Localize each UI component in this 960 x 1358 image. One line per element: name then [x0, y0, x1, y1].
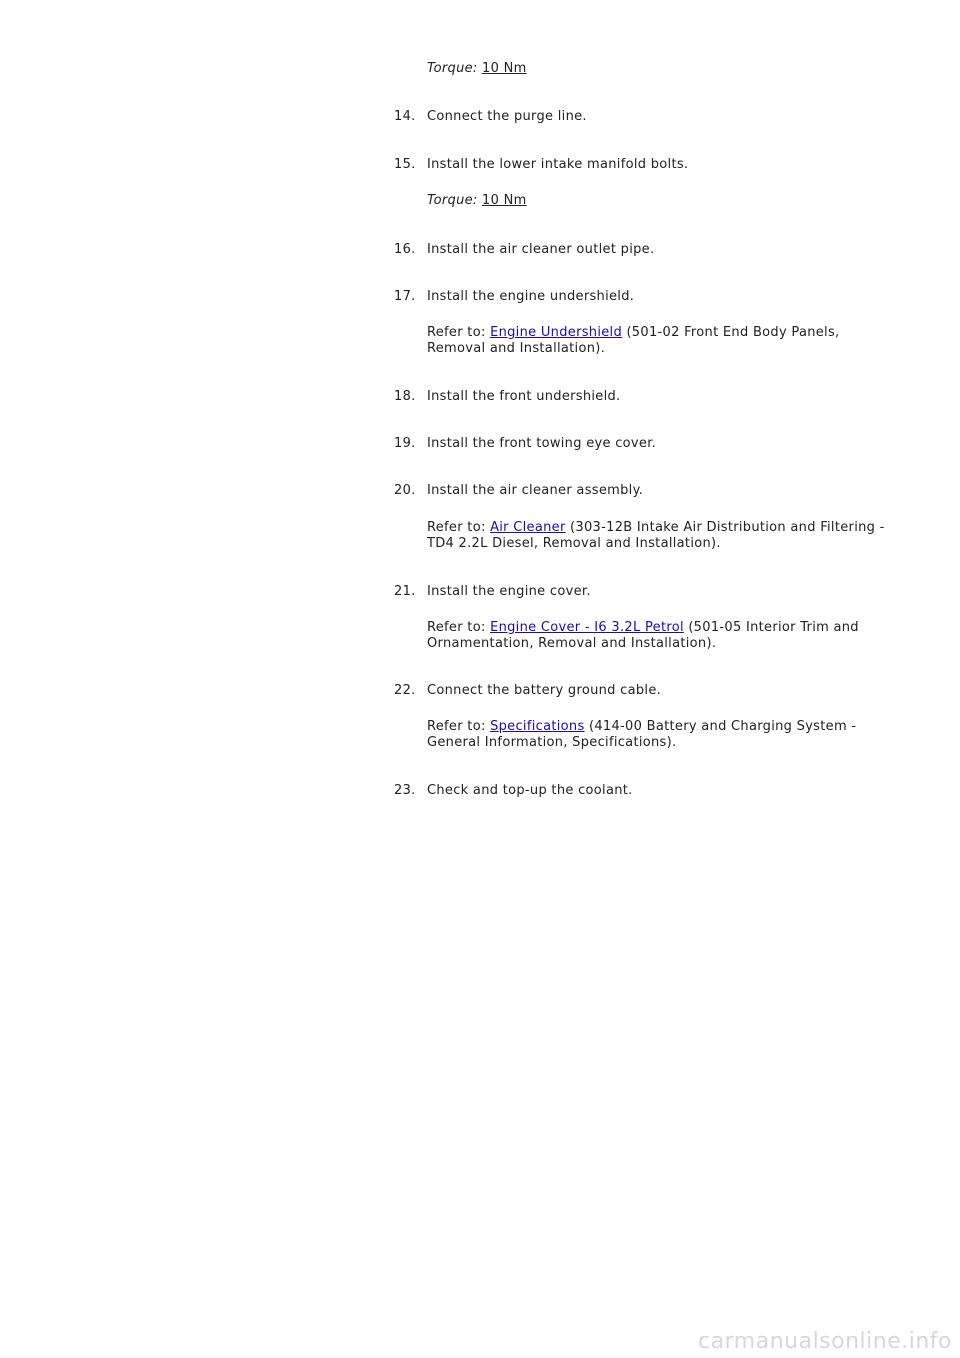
refer-label: Refer to:	[427, 325, 486, 340]
step-text: Install the front towing eye cover.	[427, 436, 657, 451]
step-number: 15.	[394, 157, 416, 172]
step-text: Install the front undershield.	[427, 389, 621, 404]
step-number: 14.	[394, 109, 416, 124]
step-text: Connect the battery ground cable.	[427, 683, 662, 698]
refer-label: Refer to:	[427, 520, 486, 535]
refer-label: Refer to:	[427, 620, 486, 635]
step-text: Install the engine undershield.	[427, 289, 635, 304]
torque-label: Torque:	[427, 193, 478, 208]
torque-line	[427, 193, 527, 209]
torque-label: Torque:	[427, 61, 478, 76]
step-number: 19.	[394, 436, 416, 451]
step-number: 17.	[394, 289, 416, 304]
reference-line	[427, 325, 839, 341]
reference-rest: (414-00 Battery and Charging System -	[588, 719, 857, 734]
reference-line-2: General Information, Specifications).	[427, 735, 677, 750]
step-text: Install the lower intake manifold bolts.	[427, 157, 689, 172]
refer-label: Refer to:	[427, 719, 486, 734]
step-text: Check and top-up the coolant.	[427, 783, 633, 798]
watermark: carmanualsonline.info	[698, 1329, 952, 1354]
reference-line-2: TD4 2.2L Diesel, Removal and Installation).	[427, 536, 721, 551]
reference-line	[427, 520, 885, 536]
step-number: 22.	[394, 683, 416, 698]
step-text: Install the air cleaner assembly.	[427, 483, 644, 498]
step-text: Install the engine cover.	[427, 584, 591, 599]
link-engine-cover[interactable]: Engine Cover - I6 3.2L Petrol	[490, 620, 684, 635]
link-engine-undershield[interactable]: Engine Undershield	[490, 325, 622, 340]
step-number: 21.	[394, 584, 416, 599]
torque-value: 10 Nm	[482, 61, 527, 76]
step-number: 20.	[394, 483, 416, 498]
torque-line-top	[427, 61, 527, 77]
reference-rest: (303-12B Intake Air Distribution and Filtering -	[570, 520, 885, 535]
step-number: 16.	[394, 242, 416, 257]
reference-line-2: Removal and Installation).	[427, 341, 606, 356]
link-specifications[interactable]: Specifications	[490, 719, 585, 734]
reference-rest: (501-05 Interior Trim and	[688, 620, 859, 635]
reference-line-2: Ornamentation, Removal and Installation).	[427, 636, 717, 651]
link-air-cleaner[interactable]: Air Cleaner	[490, 520, 566, 535]
reference-line	[427, 719, 856, 735]
reference-rest: (501-02 Front End Body Panels,	[626, 325, 840, 340]
torque-value: 10 Nm	[482, 193, 527, 208]
step-number: 23.	[394, 783, 416, 798]
step-number: 18.	[394, 389, 416, 404]
reference-line	[427, 620, 859, 636]
step-text: Connect the purge line.	[427, 109, 587, 124]
step-text: Install the air cleaner outlet pipe.	[427, 242, 655, 257]
